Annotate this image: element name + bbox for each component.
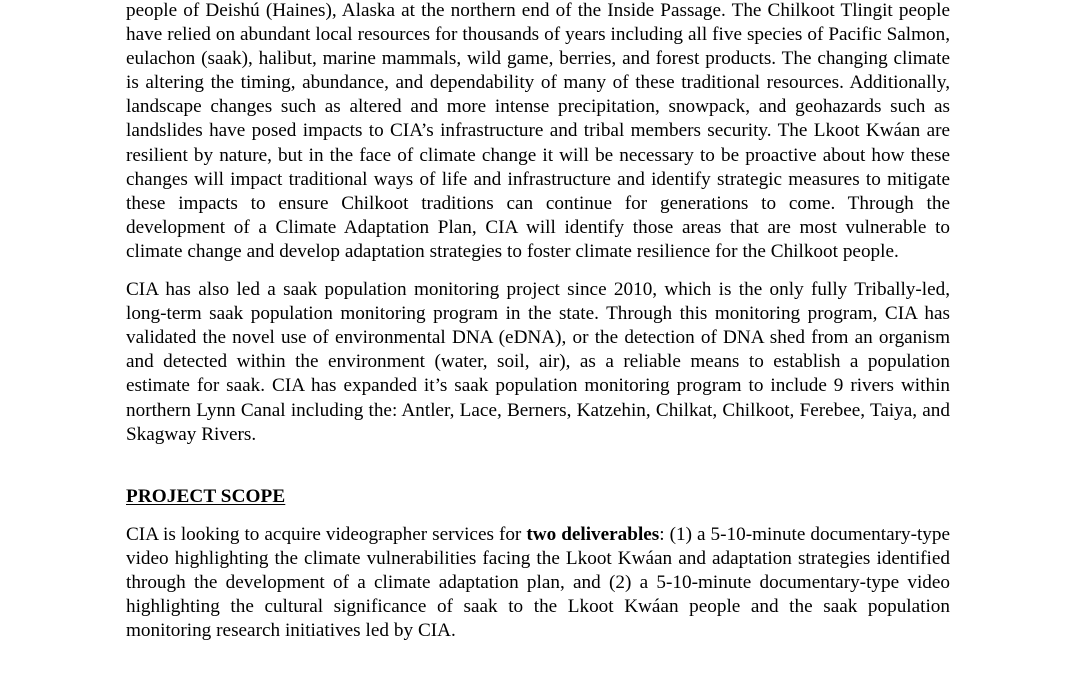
paragraph-project-scope — [126, 523, 950, 643]
scope-rest-text: : (1) a 5-10-minute documentary-type video highlighting the climate vulnerabilities facing the Lkoot Kwáan and adaptation strategies identified through the development of a climate adaptation plan, and (2) a 5-10-minute documentary-type video highlighting the cultural significance of saak to the Lkoot Kwáan people and the saak population monitoring research initiatives led by CIA. — [126, 523, 950, 642]
section-heading-project-scope: PROJECT SCOPE — [126, 485, 286, 507]
section-spacer-above-heading — [126, 447, 950, 485]
section-spacer-below-heading — [126, 509, 950, 523]
scope-lead-text: CIA is looking to acquire videographer services for — [126, 523, 527, 545]
paragraph-saak-monitoring: CIA has also led a saak population monitoring project since 2010, which is the only fully Tribally-led, long-term saak population monitoring program in the state. Through this monitoring program, CIA has validated the novel use of environmental DNA (eDNA), or the detection of DNA shed from an organism and detected within the environment (water, soil, air), as a reliable means to establish a population estimate for saak. CIA has expanded it’s saak population monitoring program to include 9 rivers within northern Lynn Canal including the: Antler, Lace, Berners, Katzehin, Chilkat, Chilkoot, Ferebee, Taiya, and Skagway Rivers. — [126, 279, 950, 445]
document-text-column — [126, 0, 950, 643]
scope-emphasis-two-deliverables: two deliverables — [526, 523, 660, 545]
paragraph-chilkoot-background: people of Deishú (Haines), Alaska at the northern end of the Inside Passage. The Chilkoot Tlingit people have relied on abundant local resources for thousands of years including all five species of Pacific Salmon, eulachon (saak), halibut, marine mammals, wild game, berries, and forest products. The changing climate is altering the timing, abundance, and dependability of many of these traditional resources. Additionally, landscape changes such as altered and more intense precipitation, snowpack, and geohazards such as landslides have posed impacts to CIA’s infrastructure and tribal members security. The Lkoot Kwáan are resilient by nature, but in the face of climate change it will be necessary to be proactive about how these changes will impact traditional ways of life and infrastructure and identify strategic measures to mitigate these impacts to ensure Chilkoot traditions can continue for generations to come. Through the development of a Climate Adaptation Plan, CIA will identify those areas that are most vulnerable to climate change and develop adaptation strategies to foster climate resilience for the Chilkoot people. — [126, 0, 950, 262]
paragraph-spacer — [126, 264, 950, 278]
